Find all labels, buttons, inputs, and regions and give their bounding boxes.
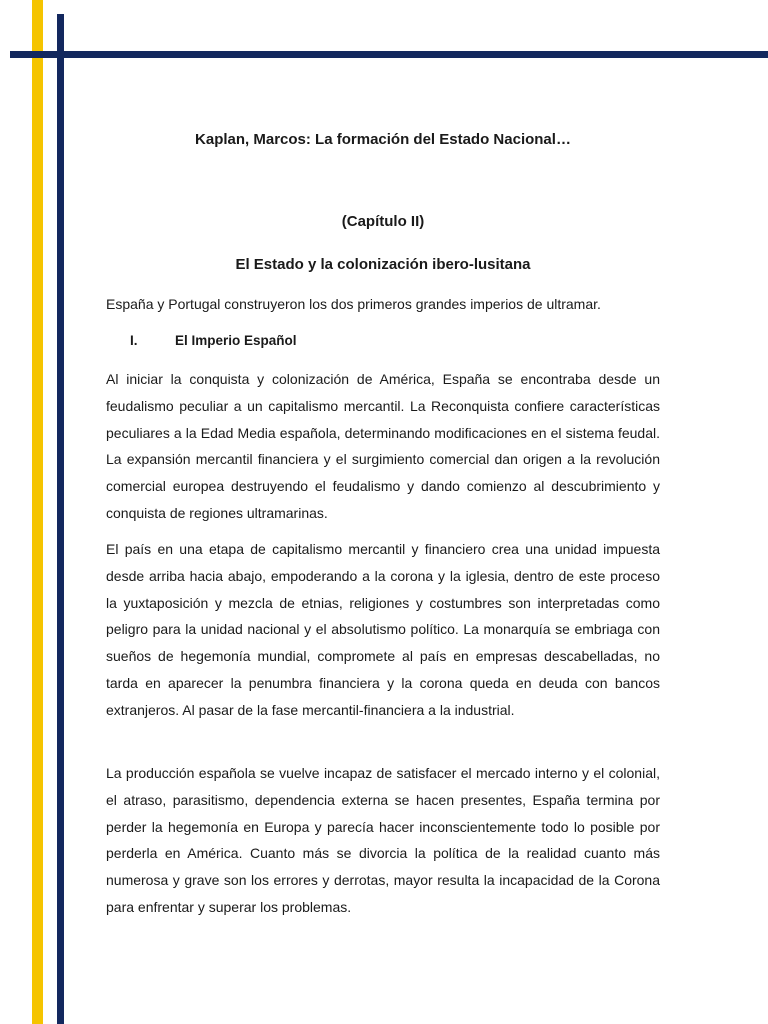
body-paragraph-2: El país en una etapa de capitalismo mercantil y financiero crea una unidad impuesta desde arriba hacia abajo, empoderando a la corona y la iglesia, dentro de este proceso la yuxtaposición y mezcla de etnias, religiones y costumbres son interpretadas como peligro para la unidad nacional y el absolutismo político. La monarquía se embriaga con sueños de hegemonía mundial, compromete al país en empresas descabelladas, no tarda en aparecer la penumbra financiera y la corona queda en deuda con bancos extranjeros. Al pasar de la fase mercantil-financiera a la industrial.	[106, 541, 660, 718]
body-paragraph-1: Al iniciar la conquista y colonización de América, España se encontraba desde un feudalismo peculiar a un capitalismo mercantil. La Reconquista confiere características peculiares a la Edad Media española, determinando modificaciones en el sistema feudal. La expansión mercantil financiera y el surgimiento comercial dan origen a la revolución comercial europea destruyendo el feudalismo y dando comienzo al descubrimiento y conquista de regiones ultramarinas.	[106, 371, 660, 521]
body-paragraph-3: La producción española se vuelve incapaz de satisfacer el mercado interno y el colonial, el atraso, parasitismo, dependencia externa se hacen presentes, España termina por perder la hegemonía en Europa y parecía hacer inconscientemente todo lo posible por perderla en América. Cuanto más se divorcia la política de la realidad cuanto más numerosa y grave son los errores y derrotas, mayor resulta la incapacidad de la Corona para enfrentar y superar los problemas.	[106, 765, 660, 915]
section-number: I.	[130, 333, 138, 348]
chapter-subtitle: El Estado y la colonización ibero-lusitana	[235, 256, 531, 273]
decorative-navy-horizontal-bar	[10, 51, 768, 58]
intro-paragraph: España y Portugal construyeron los dos primeros grandes imperios de ultramar.	[106, 296, 601, 312]
decorative-yellow-bar	[32, 0, 43, 1024]
decorative-navy-vertical-bar	[57, 14, 64, 1024]
section-heading	[130, 332, 297, 350]
section-title: El Imperio Español	[175, 333, 297, 348]
chapter-label: (Capítulo II)	[341, 213, 425, 230]
document-title: Kaplan, Marcos: La formación del Estado Nacional…	[195, 131, 571, 148]
